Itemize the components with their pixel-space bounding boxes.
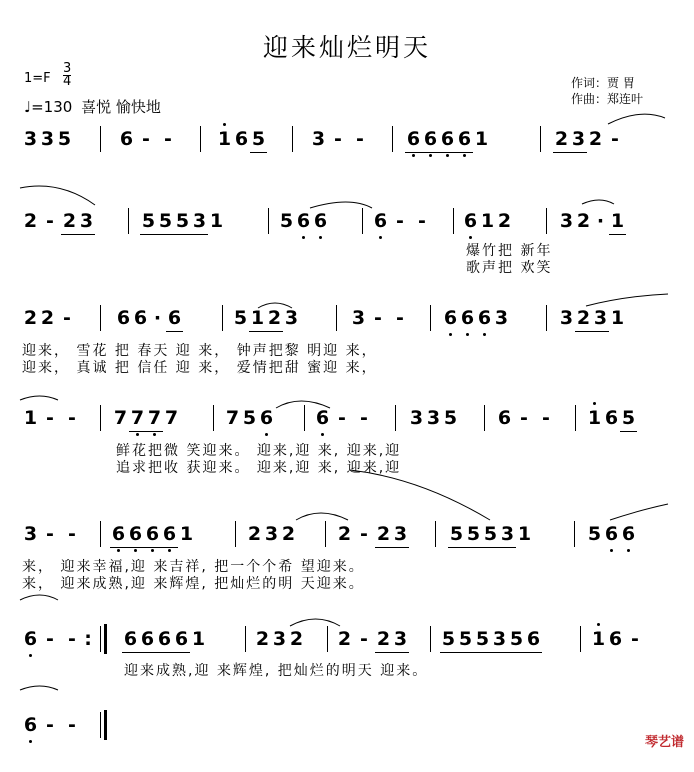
composer-credit: 作曲：郑连叶: [571, 92, 644, 106]
staff-line-7: 6 - -: [0, 712, 694, 772]
quarter-note-icon: ♩: [24, 98, 32, 116]
watermark-logo: 琴艺谱: [644, 735, 684, 750]
lyrics-line-5-verse-2: 来， 迎来成熟,迎 来辉煌, 把灿烂的明 天迎来。: [22, 576, 365, 592]
lyrics-line-3-verse-2: 迎来， 真诚 把 信任 迎 来， 爱情把甜 蜜迎 来，: [22, 360, 378, 376]
staff-line-5: 3 - - 6 6 6 6 1 2 3 2 2 - 2 3 5 5 5 3 1 5 6 6: [0, 521, 694, 581]
staff-line-6: 6 - - : 6 6 6 6 1 2 3 2 2 - 2 3 5 5 5 3 5 6 1 6 -: [0, 626, 694, 686]
lyrics-line-4-verse-1: 鲜花把微 笑迎来。 迎来,迎 来, 迎来,迎: [116, 443, 402, 459]
lyrics-line-6-verse-1: 迎来成熟,迎 来辉煌, 把灿烂的明天 迎来。: [124, 663, 429, 679]
notes-line-1: 3 3 5: [23, 128, 72, 150]
expression-text: 喜悦 愉快地: [81, 98, 161, 116]
song-title: 迎来灿烂明天: [262, 33, 431, 62]
staff-line-2: 2 - 2 3 5 5 5 3 1 5 6 6 6 - - 6 1 2 3 2 · 1: [0, 208, 694, 268]
lyrics-line-2-verse-2: 歌声把 欢笑: [466, 260, 553, 276]
tempo-value: =130: [31, 98, 73, 116]
lyricist-credit: 作词：贾 胃: [571, 76, 635, 90]
lyrics-line-3-verse-1: 迎来， 雪花 把 春天 迎 来， 钟声把黎 明迎 来，: [22, 343, 378, 359]
lyrics-line-5-verse-1: 来， 迎来幸福,迎 来吉祥, 把一个个希 望迎来。: [22, 559, 365, 575]
time-sig-bottom: 4: [63, 74, 72, 89]
staff-line-3: 2 2 - 6 6 · 6 5 1 2 3 3 - - 6 6 6 3 3 2 3 1: [0, 305, 694, 365]
time-sig-top: 3: [63, 61, 72, 76]
key-label: 1=F: [24, 71, 51, 86]
staff-line-4: 1 - - 7 7 7 7 7 5 6 6 - - 3 3 5 6 - - 1 6 5: [0, 405, 694, 465]
staff-line-1: 3 3 5 6 - - 1 6 5 3 - - 6 6 6 6 1 2 3 2 -: [0, 126, 694, 186]
lyrics-line-2-verse-1: 爆竹把 新年: [466, 243, 553, 259]
lyrics-line-4-verse-2: 追求把收 获迎来。 迎来,迎 来, 迎来,迎: [116, 460, 402, 476]
